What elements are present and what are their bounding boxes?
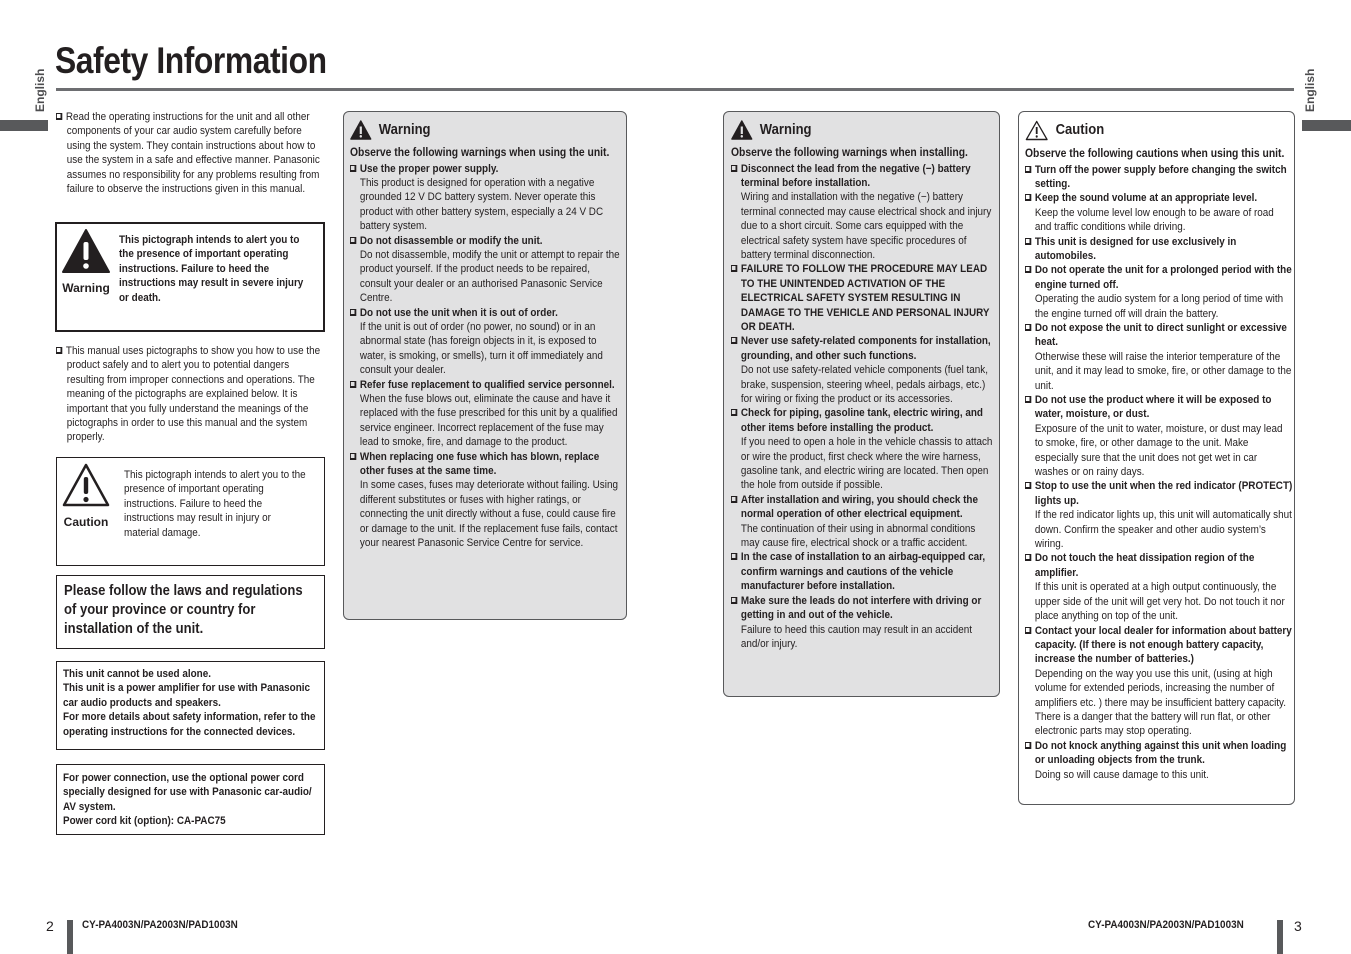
page-number-left: 2 [46, 918, 54, 934]
checkbox-bullet-icon [731, 337, 737, 344]
caution-pictograph [60, 462, 112, 529]
item-title: Never use safety-related components for installation, grounding, and other such functions. [731, 334, 997, 363]
checkbox-bullet-icon [731, 409, 737, 416]
item-title: After installation and wiring, you should check the normal operation of other electrical equipment. [731, 493, 997, 522]
intro-paragraph-1: Read the operating instructions for the unit and all other components of your car audio system carefully before using the system. They contain instructions about how to use the system in a safe and effective manner. Panasonic assumes no responsibility for any problems resulting from failure to observe the instructions given in this manual. [56, 110, 356, 196]
list-item [350, 378, 620, 450]
caution-pictograph-box [56, 457, 325, 566]
item-title: FAILURE TO FOLLOW THE PROCEDURE MAY LEAD TO THE UNINTENDED ACTIVATION OF THE ELECTRICAL SAFETY SYSTEM RESULTING IN DAMAGE TO THE VEHICLE AND PERSONAL INJURY OR DEATH. [731, 262, 997, 334]
item-body: In some cases, fuses may deteriorate without failing. Using different substitutes or fuses with higher ratings, or connecting the unit directly without a fuse, could cause fire or damage to the unit. If the replacement fuse fails, contact your nearest Panasonic Service Centre for service. [359, 479, 618, 550]
list-item [1025, 191, 1292, 234]
item-title: Stop to use the unit when the red indicator (PROTECT) lights up. [1025, 479, 1292, 508]
item-title: Refer fuse replacement to qualified service personnel. [350, 378, 620, 392]
checkbox-bullet-icon [350, 237, 356, 244]
item-body: If you need to open a hole in the vehicle chassis to attach or wire the product, first check where the wire harness, gasoline tank, and electric wiring are located. Then open the hole from outside if possible. [740, 436, 993, 492]
item-title: Do not use the product where it will be exposed to water, moisture, or dust. [1025, 393, 1292, 422]
checkbox-bullet-icon [1025, 194, 1031, 201]
item-title: Disconnect the lead from the negative (−) battery terminal before installation. [731, 162, 997, 191]
caution-use-list [1025, 163, 1292, 782]
item-body: Otherwise these will raise the interior temperature of the unit, and it may lead to smoke, fire, or other damage to the unit. [1034, 350, 1292, 392]
list-item [350, 234, 620, 306]
checkbox-bullet-icon [731, 165, 737, 172]
item-body: Doing so will cause damage to this unit. [1034, 768, 1209, 781]
item-title: Keep the sound volume at an appropriate level. [1025, 191, 1292, 205]
law-notice-text: Please follow the laws and regulations of your province or country for installation of the unit. [64, 583, 303, 637]
list-item [731, 493, 997, 551]
checkbox-bullet-icon [56, 347, 62, 354]
footer-bar-left [67, 920, 73, 954]
item-title: Turn off the power supply before changing the switch setting. [1025, 163, 1292, 192]
warning-pictograph-label: Warning [62, 281, 110, 295]
item-body: Exposure of the unit to water, moisture, or dust may lead to smoke, fire, or other damage to the unit. Make especially sure that the unit does not get wet in car washes or on rainy days. [1034, 422, 1283, 479]
law-notice-box [56, 575, 325, 649]
list-item [1025, 263, 1292, 321]
warning-pictograph-box [55, 222, 325, 332]
item-title: Make sure the leads do not interfere with driving or getting in and out of the vehicle. [731, 594, 997, 623]
warning-triangle-icon [61, 228, 111, 274]
list-item [731, 162, 997, 263]
list-item [731, 550, 997, 593]
item-body: If the red indicator lights up, this unit will automatically shut down. Confirm the speaker and other audio system’s wiring. [1034, 509, 1292, 551]
list-item [1025, 163, 1292, 192]
checkbox-bullet-icon [1025, 324, 1031, 331]
checkbox-bullet-icon [1025, 396, 1031, 403]
item-body: Do not use safety-related vehicle components (fuel tank, brake, suspension, steering wheel, pedals airbags, etc.) for wiring or fixing the product or its accessories. [740, 364, 988, 405]
list-item [731, 262, 997, 334]
list-item [1025, 235, 1292, 264]
item-title: Use the proper power supply. [350, 162, 620, 176]
item-body: When the fuse blows out, eliminate the cause and have it replaced with the fuse prescribed for this unit by a qualified service engineer. Incorrect replacement of the fuse may lead to smoke, fire, and damage to the product. [359, 393, 618, 449]
warning-triangle-icon [731, 120, 753, 140]
item-title: Do not use the unit when it is out of order. [350, 306, 620, 320]
item-body: Do not disassemble, modify the unit or attempt to repair the product yourself. If the product needs to be repaired, consult your dealer or an authorised Panasonic Service Centre. [359, 248, 620, 305]
list-item [731, 594, 997, 652]
list-item [731, 406, 997, 492]
warning-install-panel [723, 111, 1000, 697]
item-title: This unit is designed for use exclusively in automobiles. [1025, 235, 1292, 264]
item-title: In the case of installation to an airbag-equipped car, confirm warnings and cautions of the vehicle manufacturer before installation. [731, 550, 997, 593]
checkbox-bullet-icon [350, 165, 356, 172]
warning-install-heading: Warning [731, 120, 997, 140]
caution-pictograph-text: This pictograph intends to alert you to the presence of important operating instructions. Failure to heed the instructions may result in injury or material damage. [124, 469, 306, 539]
list-item [1025, 479, 1292, 551]
warning-pictograph-text: This pictograph intends to alert you to the presence of important operating instructions. Failure to heed the instructions may result in severe injury or death. [119, 234, 304, 304]
list-item [1025, 551, 1292, 623]
warning-install-subtitle: Observe the following warnings when installing. [731, 147, 968, 159]
list-item [350, 162, 620, 234]
item-body: This product is designed for operation with a negative grounded 12 V DC battery system. Never operate this product with other battery system, especially a 24 V DC battery system. [359, 176, 604, 233]
checkbox-bullet-icon [56, 113, 62, 120]
caution-pictograph-label: Caution [63, 515, 109, 529]
item-title: When replacing one fuse which has blown, replace other fuses at the same time. [350, 450, 620, 479]
unit-notice-box [56, 661, 325, 750]
warning-use-panel [343, 111, 627, 620]
side-tab-left [0, 120, 48, 131]
warning-triangle-icon [350, 120, 372, 140]
item-title: Do not operate the unit for a prolonged period with the engine turned off. [1025, 263, 1292, 292]
power-notice-text: For power connection, use the optional power cord specially designed for use with Panasonic car-audio/ AV system. Power cord kit (option): CA-PAC75 [63, 772, 312, 828]
power-notice-box [56, 764, 325, 835]
page-number-right: 3 [1294, 918, 1302, 934]
intro-paragraph-2: This manual uses pictographs to show you how to use the product safely and to alert you to potential dangers resulting from improper connections and operations. The meaning of the pictographs are explained below. It is important that you fully understand the meanings of the pictographs in order to use this manual and the system properly. [56, 344, 356, 445]
caution-triangle-icon [61, 462, 111, 508]
caution-use-heading: Caution [1025, 120, 1292, 141]
checkbox-bullet-icon [1025, 627, 1031, 634]
warning-use-list [350, 162, 620, 551]
warning-use-subtitle: Observe the following warnings when using the unit. [350, 147, 610, 159]
item-body: Failure to heed this caution may result in an accident and/or injury. [740, 623, 973, 650]
item-title: Do not knock anything against this unit when loading or unloading objects from the trunk. [1025, 739, 1292, 768]
footer-bar-right [1277, 920, 1283, 954]
item-body: If this unit is operated at a high output continuously, the upper side of the unit will get very hot. Do not touch it nor place anything on top of the unit. [1034, 581, 1285, 623]
checkbox-bullet-icon [350, 309, 356, 316]
checkbox-bullet-icon [1025, 742, 1031, 749]
item-title: Do not touch the heat dissipation region of the amplifier. [1025, 551, 1292, 580]
language-label-right: English [1303, 68, 1317, 112]
item-title: Do not expose the unit to direct sunlight or excessive heat. [1025, 321, 1292, 350]
checkbox-bullet-icon [731, 553, 737, 560]
item-title: Do not disassemble or modify the unit. [350, 234, 620, 248]
checkbox-bullet-icon [350, 381, 356, 388]
footer-model-right: CY-PA4003N/PA2003N/PAD1003N [1088, 919, 1244, 931]
checkbox-bullet-icon [350, 453, 356, 460]
caution-use-subtitle: Observe the following cautions when using this unit. [1025, 148, 1285, 160]
page-title: Safety Information [55, 40, 327, 81]
checkbox-bullet-icon [1025, 554, 1031, 561]
list-item [350, 306, 620, 378]
list-item [1025, 393, 1292, 479]
title-rule [56, 88, 1294, 91]
warning-install-list [731, 162, 997, 652]
unit-notice-text: This unit cannot be used alone. This unit is a power amplifier for use with Panasonic car audio products and speakers. For more details about safety information, refer to the operating instructions for the connected devices. [63, 668, 316, 738]
checkbox-bullet-icon [1025, 266, 1031, 273]
item-title: Check for piping, gasoline tank, electric wiring, and other items before installing the product. [731, 406, 997, 435]
item-title: Contact your local dealer for information about battery capacity. (If there is not enough battery capacity, increase the number of batteries.) [1025, 624, 1292, 667]
checkbox-bullet-icon [731, 265, 737, 272]
item-body: Keep the volume level low enough to be aware of road and traffic conditions while driving. [1034, 206, 1274, 234]
list-item [731, 334, 997, 406]
checkbox-bullet-icon [1025, 166, 1031, 173]
item-body: Wiring and installation with the negative (−) battery terminal connected may cause electrical shock and injury due to a short circuit. Some cars equipped with the electrical safety system have specific procedures of battery terminal disconnection. [740, 191, 992, 261]
list-item [350, 450, 620, 551]
checkbox-bullet-icon [1025, 238, 1031, 245]
caution-use-panel [1018, 111, 1295, 805]
checkbox-bullet-icon [731, 597, 737, 604]
checkbox-bullet-icon [731, 496, 737, 503]
caution-triangle-icon [1025, 120, 1048, 141]
footer-model-left: CY-PA4003N/PA2003N/PAD1003N [82, 919, 238, 931]
list-item [1025, 624, 1292, 739]
item-body: If the unit is out of order (no power, no sound) or in an abnormal state (has foreign objects in it, is exposed to water, is smoking, or smells), turn it off immediately and consult your dealer. [359, 320, 603, 377]
item-body: Operating the audio system for a long period of time with the engine turned off will drain the battery. [1034, 293, 1284, 320]
item-body: Depending on the way you use this unit, (using at high volume for extended periods, increasing the number of amplifiers etc. ) there may be insufficient battery capacity. There is a danger that the battery will run flat, or other electronic parts may stop operating. [1034, 667, 1286, 738]
language-label-left: English [33, 68, 47, 112]
item-body: The continuation of their using in abnormal conditions may cause fire, electrical shock or a traffic accident. [740, 522, 976, 550]
checkbox-bullet-icon [1025, 482, 1031, 489]
list-item [1025, 321, 1292, 393]
list-item [1025, 739, 1292, 782]
warning-use-heading: Warning [350, 120, 620, 140]
warning-pictograph [60, 228, 112, 295]
